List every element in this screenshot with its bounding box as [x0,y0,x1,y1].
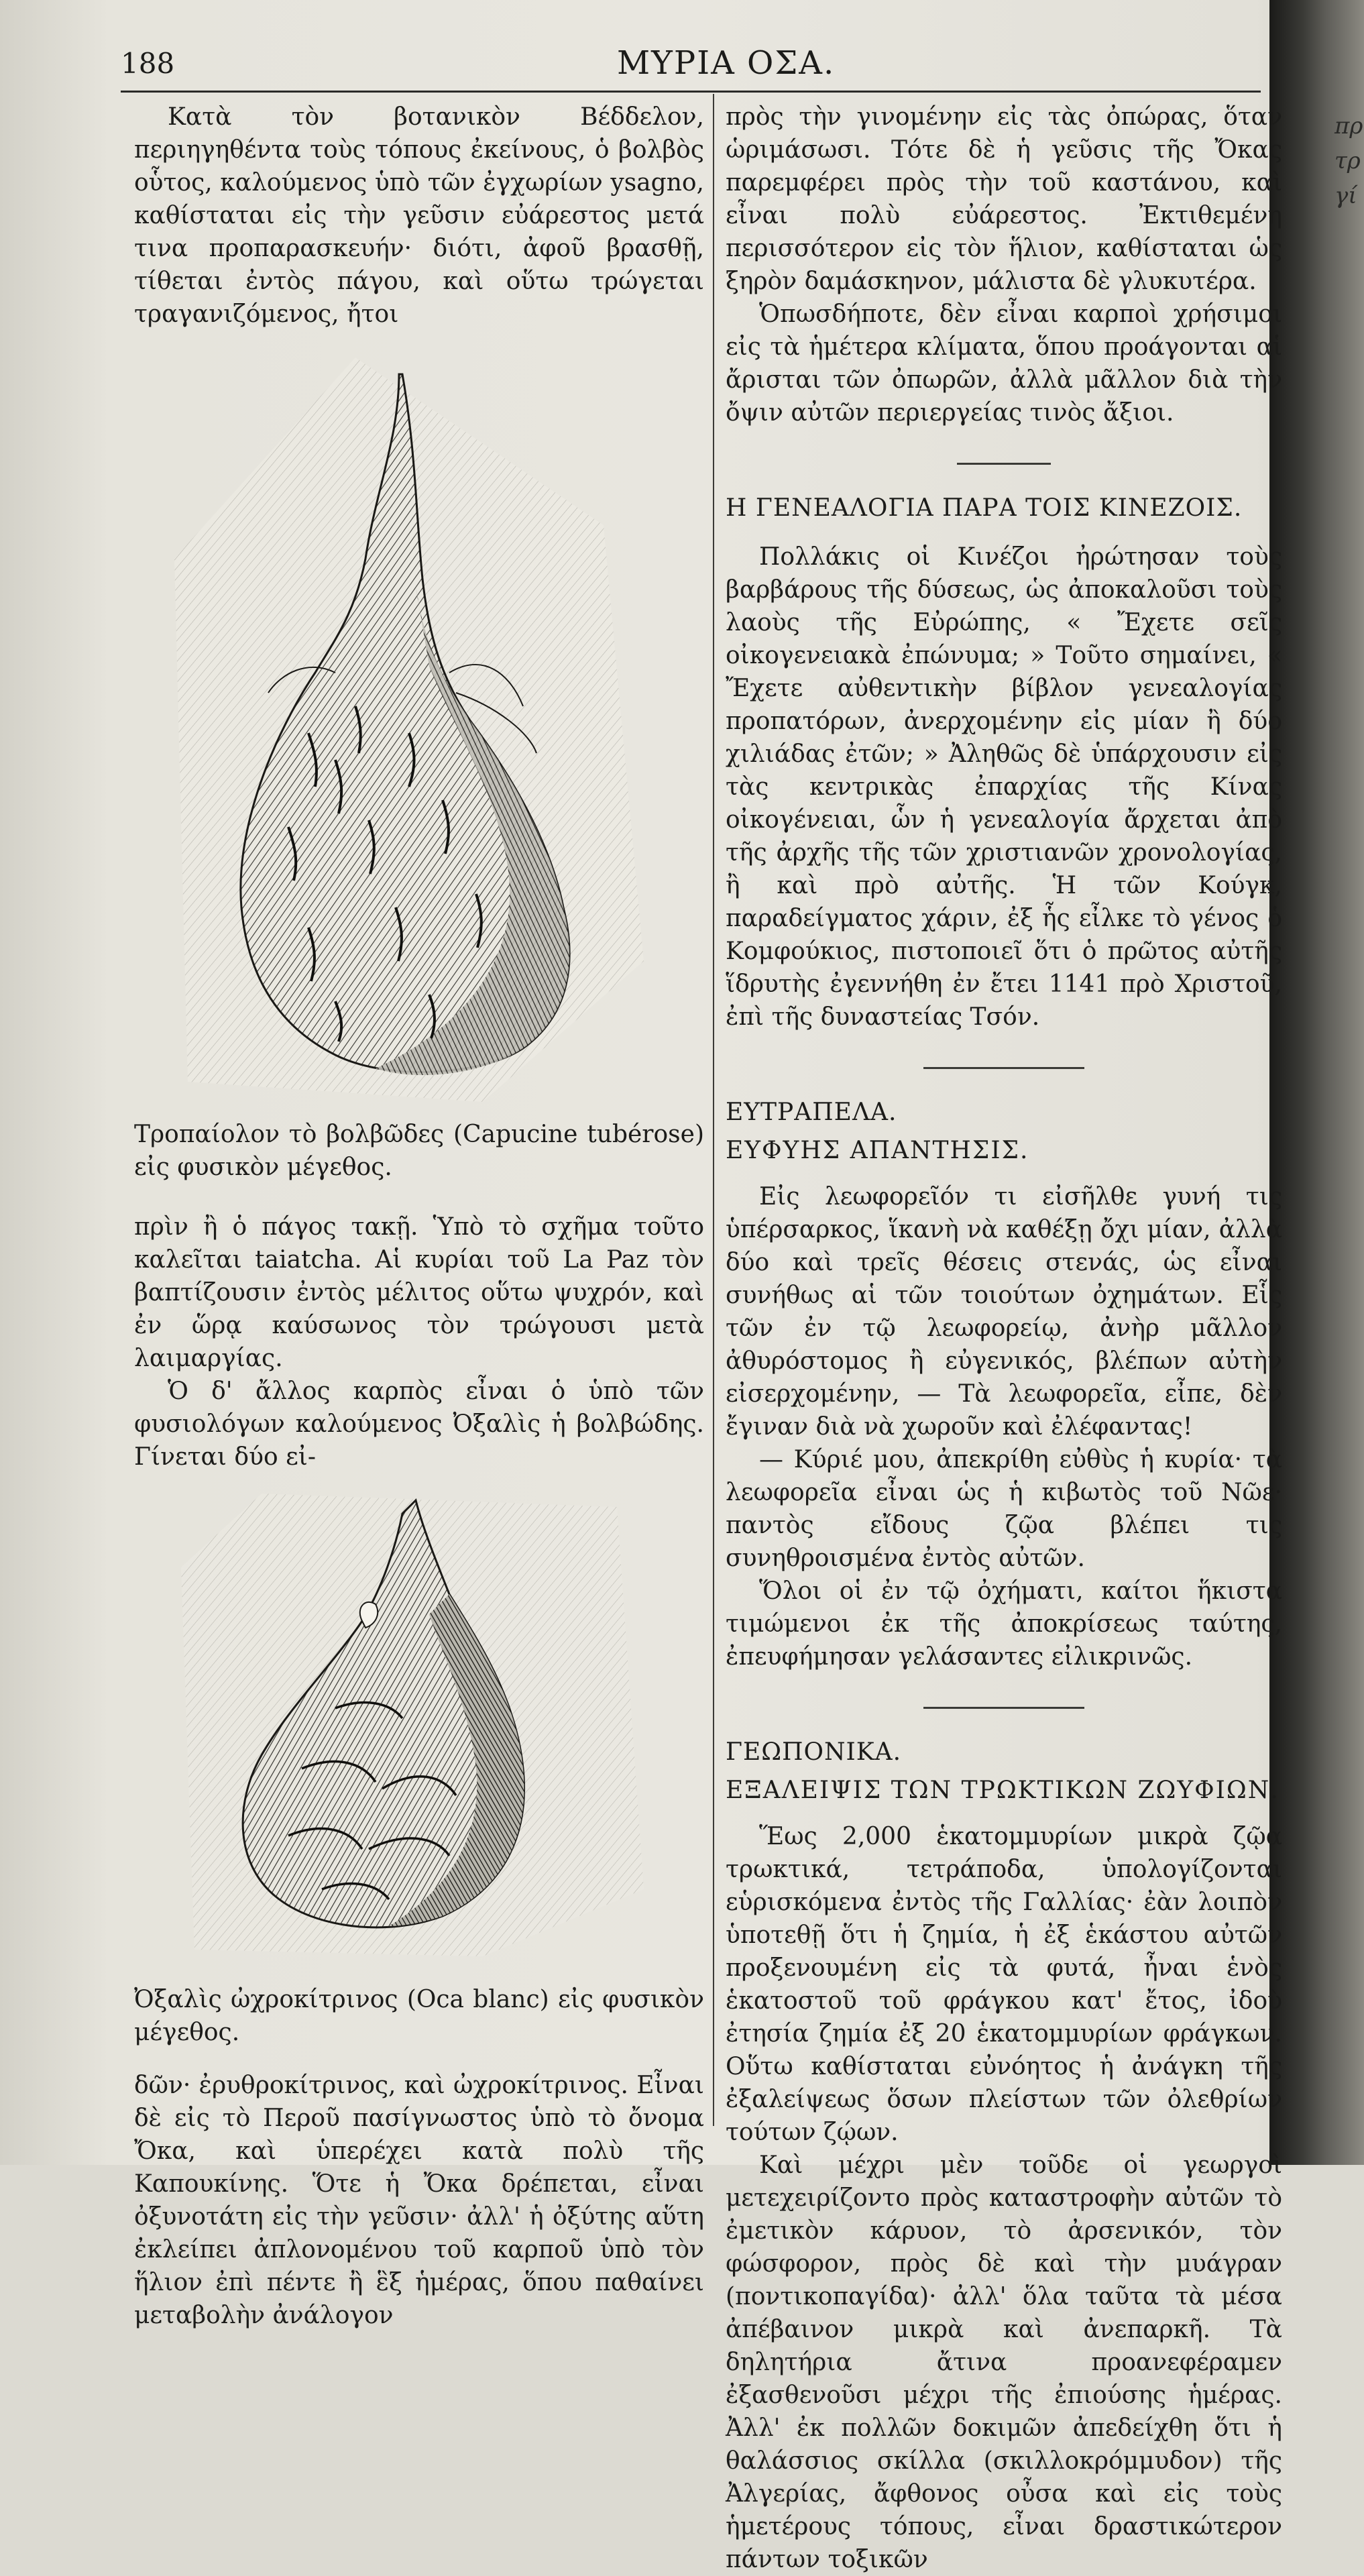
article-title-genealogy: Η ΓΕΝΕΑΛΟΓΙΑ ΠΑΡΑ ΤΟΙΣ ΚΙΝΕΖΟΙΣ. [726,494,1243,522]
book-spine [1269,0,1364,2165]
paragraph: Ὁπωσδήποτε, δὲν εἶναι καρποὶ χρήσιμοι εἰς τὰ ἡμέτερα κλίματα, ὅπου προάγονται αἱ ἄρισται τῶν ὀπωρῶν, ἀλλὰ μᾶλλον διὰ τὴν ὄψιν αὐτῶν περιεργείας τινὸς ἄξιοι. [726,300,1282,427]
section-rule [923,1067,1084,1069]
paragraph: Ὁ δ' ἄλλος καρπὸς εἶναι ὁ ὑπὸ τῶν φυσιολόγων καλούμενος Ὀξαλὶς ἡ βολβώδης. Γίνεται δύο εἰ- [134,1378,704,1471]
page-number: 188 [121,47,175,80]
margin-fragment: τρ [1334,148,1361,174]
article-subtitle: ΕΞΑΛΕΙΨΙΣ ΤΩΝ ΤΡΩΚΤΙΚΩΝ ΖΩΥΦΙΩΝ. [726,1777,1280,1804]
paragraph: πρὸς τὴν γινομένην εἰς τὰς ὀπώρας, ὅταν ὡριμάσωσι. Τότε δὲ ἡ γεῦσις τῆς Ὄκας παρεμφέρει πρὸς τὴν τοῦ καστάνου, καὶ εἶναι πολὺ εὐάρεστος. Ἐκτιθεμένη περισσότερον εἰς τὸν ἥλιον, καθίσταται ὡς ξηρὸν δαμάσκηνον, μάλιστα δὲ γλυκυτέρα. [726,103,1282,295]
margin-fragment: πρ [1334,113,1363,139]
article-title-eutrapela: ΕΥΤΡΑΠΕΛΑ. [726,1099,897,1126]
paragraph: Κατὰ τὸν βοτανικὸν Βέδδελον, περιηγηθέντα τοὺς τόπους ἐκείνους, ὁ βολβὸς οὗτος, καλούμενος ὑπὸ τῶν ἐγχωρίων ysagno, καθίσταται εἰς τὴν γεῦσιν εὐάρεστος μετά τινα προπαρασκευήν· διότι, ἀφοῦ βρασθῇ, τίθεται ἐντὸς πάγου, καὶ οὕτω τρώγεται τραγανιζόμενος, ἤτοι [134,103,704,328]
running-title: ΜΥΡΙΑ ΟΣΑ. [617,44,836,82]
page-header [121,39,1261,86]
paragraph: Πολλάκις οἱ Κινέζοι ἠρώτησαν τοὺς βαρβάρους τῆς δύσεως, ὡς ἀποκαλοῦσι τοὺς λαοὺς τῆς Εὐρώπης, « Ἔχετε σεῖς οἰκογενειακὰ ἐπώνυμα; » Τοῦτο σημαίνει, « Ἔχετε αὐθεντικὴν βίβλον γενεαλογίας προπατόρων, ἀνερχομένην εἰς μίαν ἢ δύο χιλιάδας ἐτῶν; » Ἀληθῶς δὲ ὑπάρχουσιν εἰς τὰς κεντρικὰς ἐπαρχίας τῆς Κίνας οἰκογένειαι, ὧν ἡ γενεαλογία ἄρχεται ἀπὸ τῆς ἀρχῆς τῆς τῶν χριστιανῶν χρονολογίας, ἢ καὶ πρὸ αὐτῆς. Ἡ τῶν Κούγκ, παραδείγματος χάριν, ἐξ ἧς εἶλκε τὸ γένος ὁ Κομφούκιος, πιστοποιεῖ ὅτι ὁ πρῶτος αὐτῆς ἵδρυτὴς ἐγεννήθη ἐν ἔτει 1141 πρὸ Χριστοῦ, ἐπὶ τῆς δυναστείας Τσόν. [726,543,1282,1031]
figure-caption: Ὀξαλὶς ὠχροκίτρινος (Oca blanc) εἰς φυσικὸν μέγεθος. [134,1986,704,2046]
column-divider [713,94,714,2126]
margin-fragment: γί [1334,182,1357,209]
left-column [134,101,704,2332]
tuber-illustration-2 [134,1487,704,1983]
paragraph: πρὶν ἢ ὁ πάγος τακῇ. Ὑπὸ τὸ σχῆμα τοῦτο καλεῖται taiatcha. Αἱ κυρίαι τοῦ La Paz τὸν βαπτίζουσιν ἐντὸς μέλιτος οὕτω ψυχρόν, καὶ ἐν ὥρᾳ καύσωνος τὸν τρώγουσι μετὰ λαιμαργίας. [134,1213,704,1372]
tuber-illustration-1 [134,357,704,1115]
article-title-geoponika: ΓΕΩΠΟΝΙΚΑ. [726,1738,902,1766]
section-rule [923,1707,1084,1709]
header-rule [121,91,1261,93]
right-column [726,101,1282,2576]
paragraph: Καὶ μέχρι μὲν τοῦδε οἱ γεωργοὶ μετεχειρίζοντο πρὸς καταστροφὴν αὐτῶν τὸ ἐμετικὸν κάρυον, τὸ ἀρσενικόν, τὸν φώσφορον, πρὸς δὲ καὶ τὴν μυάγραν (ποντικοπαγίδα)· ἀλλ' ὅλα ταῦτα τὰ μέσα ἀπέβαινον μικρὰ καὶ ἀνεπαρκῆ. Τὰ δηλητήρια ἄτινα προανεφέραμεν ἐξασθενοῦσι μέχρι τῆς ἐπιούσης ἡμέρας. Ἀλλ' ἐκ πολλῶν δοκιμῶν ἀπεδείχθη ὅτι ἡ θαλάσσιος σκίλλα (σκιλλοκρόμμυδον) τῆς Ἀλγερίας, ἄφθονος οὖσα καὶ εἰς τοὺς ἡμετέρους τόπους, εἶναι δραστικώτερον πάντων τοξικῶν [726,2151,1282,2573]
paragraph: Ἕως 2,000 ἑκατομμυρίων μικρὰ ζῷα τρωκτικά, τετράποδα, ὑπολογίζονται εὑρισκόμενα ἐντὸς τῆς Γαλλίας· ἐὰν λοιπὸν ὑποτεθῇ ὅτι ἡ ζημία, ἡ ἐξ ἑκάστου αὐτῶν προξενουμένη εἰς τὰ φυτά, ἦναι ἑνὸς ἑκατοστοῦ τοῦ φράγκου κατ' ἔτος, ἰδοὺ ἐτησία ζημία ἐξ 20 ἑκατομμυρίων φράγκων. Οὕτω καθίσταται εὐνόητος ἡ ἀνάγκη τῆς ἐξαλείψεως ὅσων πλείστων τῶν ὀλεθρίων τούτων ζῴων. [726,1823,1282,2146]
section-rule [957,463,1051,465]
paragraph: δῶν· ἐρυθροκίτρινος, καὶ ὠχροκίτρινος. Εἶναι δὲ εἰς τὸ Περοῦ πασίγνωστος ὑπὸ τὸ ὄνομα Ὄκα, καὶ ὑπερέχει κατὰ πολὺ τῆς Καπουκίνης. Ὅτε ἡ Ὄκα δρέπεται, εἶναι ὀξυνοτάτη εἰς τὴν γεῦσιν· ἀλλ' ἡ ὀξύτης αὕτη ἐκλείπει ἀπλονομένου τοῦ καρποῦ ὑπὸ τὸν ἥλιον ἐπὶ πέντε ἢ ἓξ ἡμέρας, ὅπου παθαίνει μεταβολὴν ἀνάλογον [134,2072,704,2329]
paragraph: Ὅλοι οἱ ἐν τῷ ὀχήματι, καίτοι ἥκιστα τιμώμενοι ἐκ τῆς ἀποκρίσεως ταύτης, ἐπευφήμησαν γελάσαντες εἰλικρινῶς. [726,1577,1282,1671]
figure-oxalis [134,1487,704,1983]
figure-tropaeolum [134,357,704,1115]
figure-caption: Τροπαίολον τὸ βολβῶδες (Capucine tubérose) εἰς φυσικὸν μέγεθος. [134,1121,704,1181]
paragraph: — Κύριέ μου, ἀπεκρίθη εὐθὺς ἡ κυρία· τὰ λεωφορεῖα εἶναι ὡς ἡ κιβωτὸς τοῦ Νῶε· παντὸς εἴδους ζῷα βλέπει τις συνηθροισμένα ἐντὸς αὐτῶν. [726,1446,1282,1572]
article-subtitle: ΕΥΦΥΗΣ ΑΠΑΝΤΗΣΙΣ. [726,1137,1029,1164]
paragraph: Εἰς λεωφορεῖόν τι εἰσῆλθε γυνή τις ὑπέρσαρκος, ἵκανὴ νὰ καθέξῃ ὄχι μίαν, ἀλλὰ δύο καὶ τρεῖς θέσεις στενάς, ὡς εἶναι συνήθως αἱ τῶν τοιούτων ὀχημάτων. Εἷς τῶν ἐν τῷ λεωφορείῳ, ἀνὴρ μᾶλλον ἀθυρόστομος ἢ εὐγενικός, βλέπων αὐτὴν εἰσερχομένην, — Τὰ λεωφορεῖα, εἶπε, δὲν ἔγιναν διὰ νὰ χωροῦν καὶ ἐλέφαντας! [726,1183,1282,1441]
